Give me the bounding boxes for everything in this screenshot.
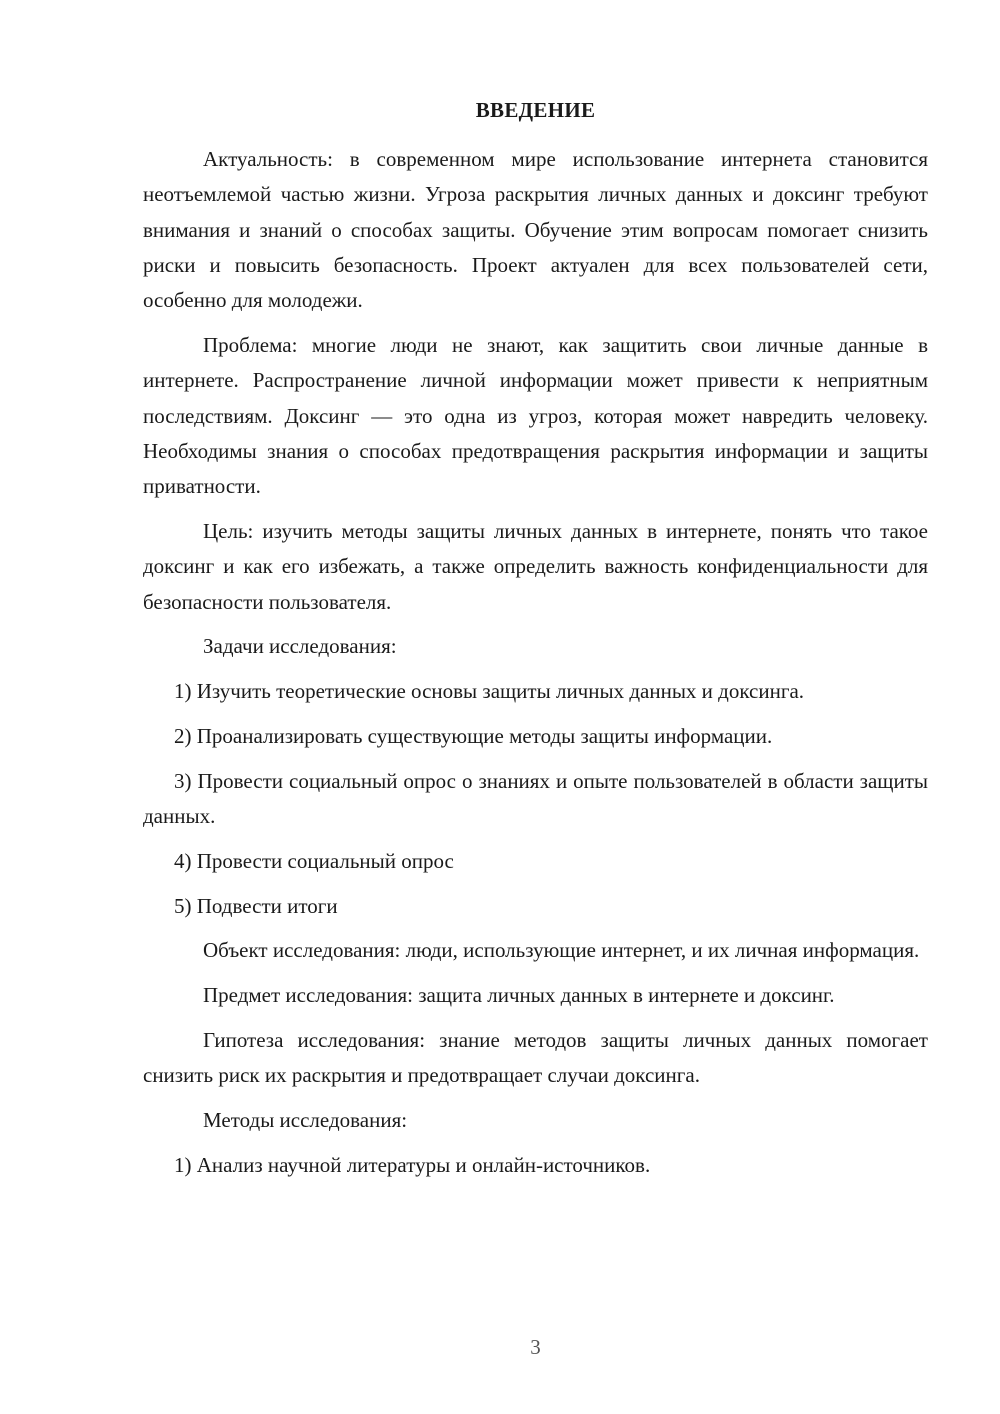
page-number: 3 bbox=[530, 1335, 541, 1359]
section-title: ВВЕДЕНИЕ bbox=[475, 98, 596, 122]
task-item-5: 5) Подвести итоги bbox=[174, 893, 338, 918]
paragraph-goal: Цель: изучить методы защиты личных данных в интернете, понять что такое доксинг и как его избежать, а также определить важность конфиденциальности для безопасности пользователя. bbox=[143, 518, 928, 614]
document-body bbox=[143, 142, 928, 1193]
document-page bbox=[143, 0, 928, 1414]
task-item-4: 4) Провести социальный опрос bbox=[174, 848, 454, 873]
task-item-3: 3) Провести социальный опрос о знаниях и опыте пользователей в области защиты данных. bbox=[143, 768, 928, 829]
tasks-heading: Задачи исследования: bbox=[203, 634, 397, 659]
paragraph-object: Объект исследования: люди, использующие интернет, и их личная информация. bbox=[203, 938, 920, 963]
paragraph-subject: Предмет исследования: защита личных данных в интернете и доксинг. bbox=[203, 983, 835, 1008]
task-item-2: 2) Проанализировать существующие методы защиты информации. bbox=[174, 723, 773, 748]
paragraph-hypothesis: Гипотеза исследования: знание методов защиты личных данных помогает снизить риск их раскрытия и предотвращает случаи доксинга. bbox=[143, 1028, 928, 1088]
paragraph-problem: Проблема: многие люди не знают, как защитить свои личные данные в интернете. Распространение личной информации может привести к неприятным последствиям. Доксинг — это одна из угроз, которая может навредить человеку. Необходимы знания о способах предотвращения раскрытия информации и защиты приватности. bbox=[143, 332, 928, 499]
methods-heading: Методы исследования: bbox=[203, 1108, 408, 1133]
task-item-1: 1) Изучить теоретические основы защиты личных данных и доксинга. bbox=[174, 679, 805, 704]
paragraph-relevance: Актуальность: в современном мире использование интернета становится неотъемлемой частью жизни. Угроза раскрытия личных данных и доксинг требуют внимания и знаний о способах защиты. Обучение этим вопросам помогает снизить риски и повысить безопасность. Проект актуален для всех пользователей сети, особенно для молодежи. bbox=[143, 147, 928, 313]
method-item-1: 1) Анализ научной литературы и онлайн-источников. bbox=[174, 1152, 651, 1177]
